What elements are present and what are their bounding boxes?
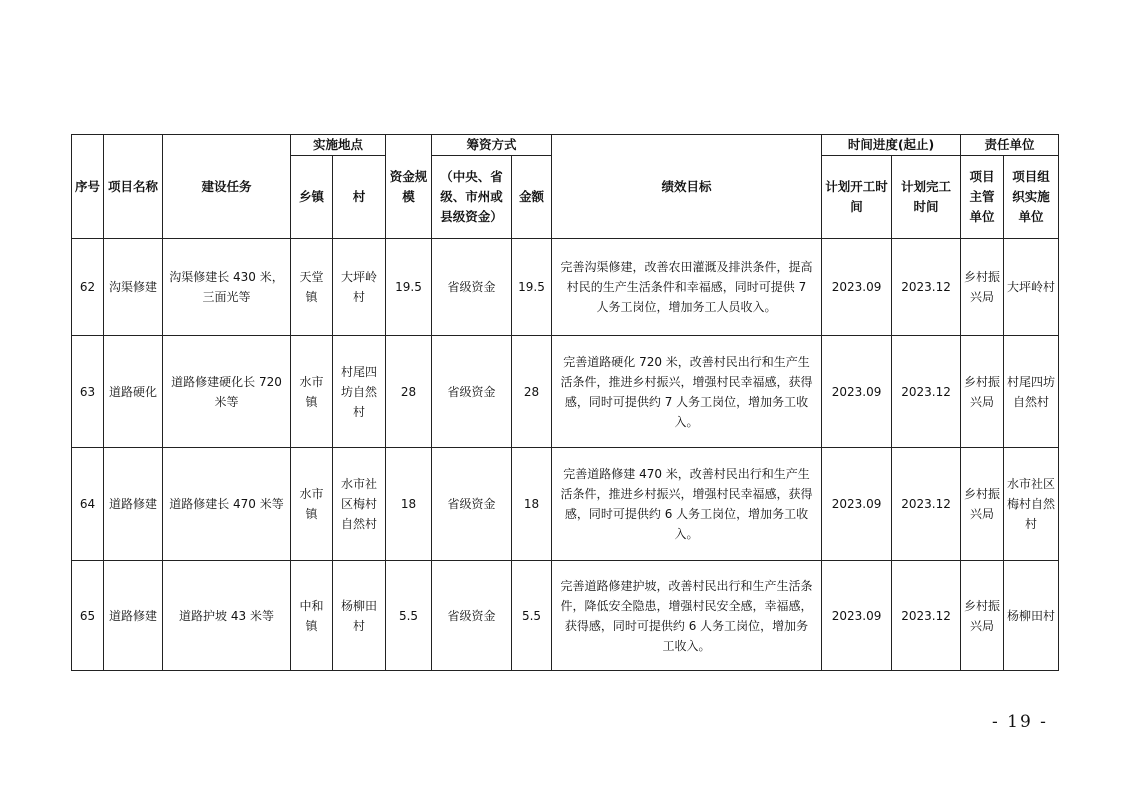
header-name: 项目名称: [104, 135, 163, 239]
cell-goal: 完善道路修建 470 米，改善村民出行和生产生活条件，推进乡村振兴，增强村民幸福感，获得感，同时可提供约 6 人务工岗位，增加务工收入。: [552, 448, 822, 561]
cell-township: 水市镇: [291, 448, 333, 561]
table-row: [72, 448, 1059, 561]
page-number: - 19 -: [992, 712, 1048, 732]
table-row: [72, 239, 1059, 336]
cell-start: 2023.09: [822, 336, 892, 448]
cell-scale: 19.5: [386, 239, 432, 336]
cell-seq: 65: [72, 561, 104, 671]
cell-name: 道路硬化: [104, 336, 163, 448]
cell-amount: 18: [512, 448, 552, 561]
header-manager: 项目主管单位: [961, 156, 1004, 239]
cell-goal: 完善道路硬化 720 米，改善村民出行和生产生活条件，推进乡村振兴，增强村民幸福感，获得感，同时可提供约 7 人务工岗位，增加务工收入。: [552, 336, 822, 448]
cell-source: 省级资金: [432, 239, 512, 336]
project-table: [71, 134, 1059, 671]
cell-task: 道路修建硬化长 720 米等: [163, 336, 291, 448]
header-task: 建设任务: [163, 135, 291, 239]
cell-village: 大坪岭村: [333, 239, 386, 336]
cell-end: 2023.12: [892, 448, 961, 561]
cell-scale: 5.5: [386, 561, 432, 671]
cell-township: 中和镇: [291, 561, 333, 671]
header-location: 实施地点: [291, 135, 386, 156]
cell-start: 2023.09: [822, 561, 892, 671]
cell-scale: 28: [386, 336, 432, 448]
header-amount: 金额: [512, 156, 552, 239]
cell-village: 水市社区梅村自然村: [333, 448, 386, 561]
cell-task: 沟渠修建长 430 米，三面光等: [163, 239, 291, 336]
header-township: 乡镇: [291, 156, 333, 239]
header-start: 计划开工时间: [822, 156, 892, 239]
cell-task: 道路护坡 43 米等: [163, 561, 291, 671]
cell-start: 2023.09: [822, 239, 892, 336]
cell-manager: 乡村振兴局: [961, 561, 1004, 671]
header-source: （中央、省级、市州或县级资金）: [432, 156, 512, 239]
cell-manager: 乡村振兴局: [961, 448, 1004, 561]
table-row: [72, 336, 1059, 448]
header-responsible: 责任单位: [961, 135, 1059, 156]
cell-organizer: 村尾四坊自然村: [1004, 336, 1059, 448]
header-funding: 筹资方式: [432, 135, 552, 156]
cell-seq: 64: [72, 448, 104, 561]
cell-end: 2023.12: [892, 336, 961, 448]
header-schedule: 时间进度(起止): [822, 135, 961, 156]
cell-name: 沟渠修建: [104, 239, 163, 336]
cell-goal: 完善道路修建护坡，改善村民出行和生产生活条件，降低安全隐患，增强村民安全感，幸福感，获得感，同时可提供约 6 人务工岗位，增加务工收入。: [552, 561, 822, 671]
header-village: 村: [333, 156, 386, 239]
cell-source: 省级资金: [432, 561, 512, 671]
cell-organizer: 杨柳田村: [1004, 561, 1059, 671]
cell-task: 道路修建长 470 米等: [163, 448, 291, 561]
cell-amount: 5.5: [512, 561, 552, 671]
cell-seq: 63: [72, 336, 104, 448]
cell-end: 2023.12: [892, 561, 961, 671]
cell-manager: 乡村振兴局: [961, 239, 1004, 336]
cell-organizer: 水市社区梅村自然村: [1004, 448, 1059, 561]
cell-village: 村尾四坊自然村: [333, 336, 386, 448]
header-end: 计划完工时间: [892, 156, 961, 239]
cell-village: 杨柳田村: [333, 561, 386, 671]
cell-seq: 62: [72, 239, 104, 336]
cell-amount: 28: [512, 336, 552, 448]
cell-name: 道路修建: [104, 448, 163, 561]
cell-end: 2023.12: [892, 239, 961, 336]
cell-name: 道路修建: [104, 561, 163, 671]
header-scale: 资金规模: [386, 135, 432, 239]
table-row: [72, 561, 1059, 671]
header-organizer: 项目组织实施单位: [1004, 156, 1059, 239]
header-goal: 绩效目标: [552, 135, 822, 239]
cell-amount: 19.5: [512, 239, 552, 336]
cell-manager: 乡村振兴局: [961, 336, 1004, 448]
cell-organizer: 大坪岭村: [1004, 239, 1059, 336]
cell-source: 省级资金: [432, 448, 512, 561]
cell-scale: 18: [386, 448, 432, 561]
cell-goal: 完善沟渠修建，改善农田灌溉及排洪条件，提高村民的生产生活条件和幸福感，同时可提供 7 人务工岗位，增加务工人员收入。: [552, 239, 822, 336]
cell-start: 2023.09: [822, 448, 892, 561]
cell-source: 省级资金: [432, 336, 512, 448]
cell-township: 水市镇: [291, 336, 333, 448]
cell-township: 天堂镇: [291, 239, 333, 336]
header-seq: 序号: [72, 135, 104, 239]
